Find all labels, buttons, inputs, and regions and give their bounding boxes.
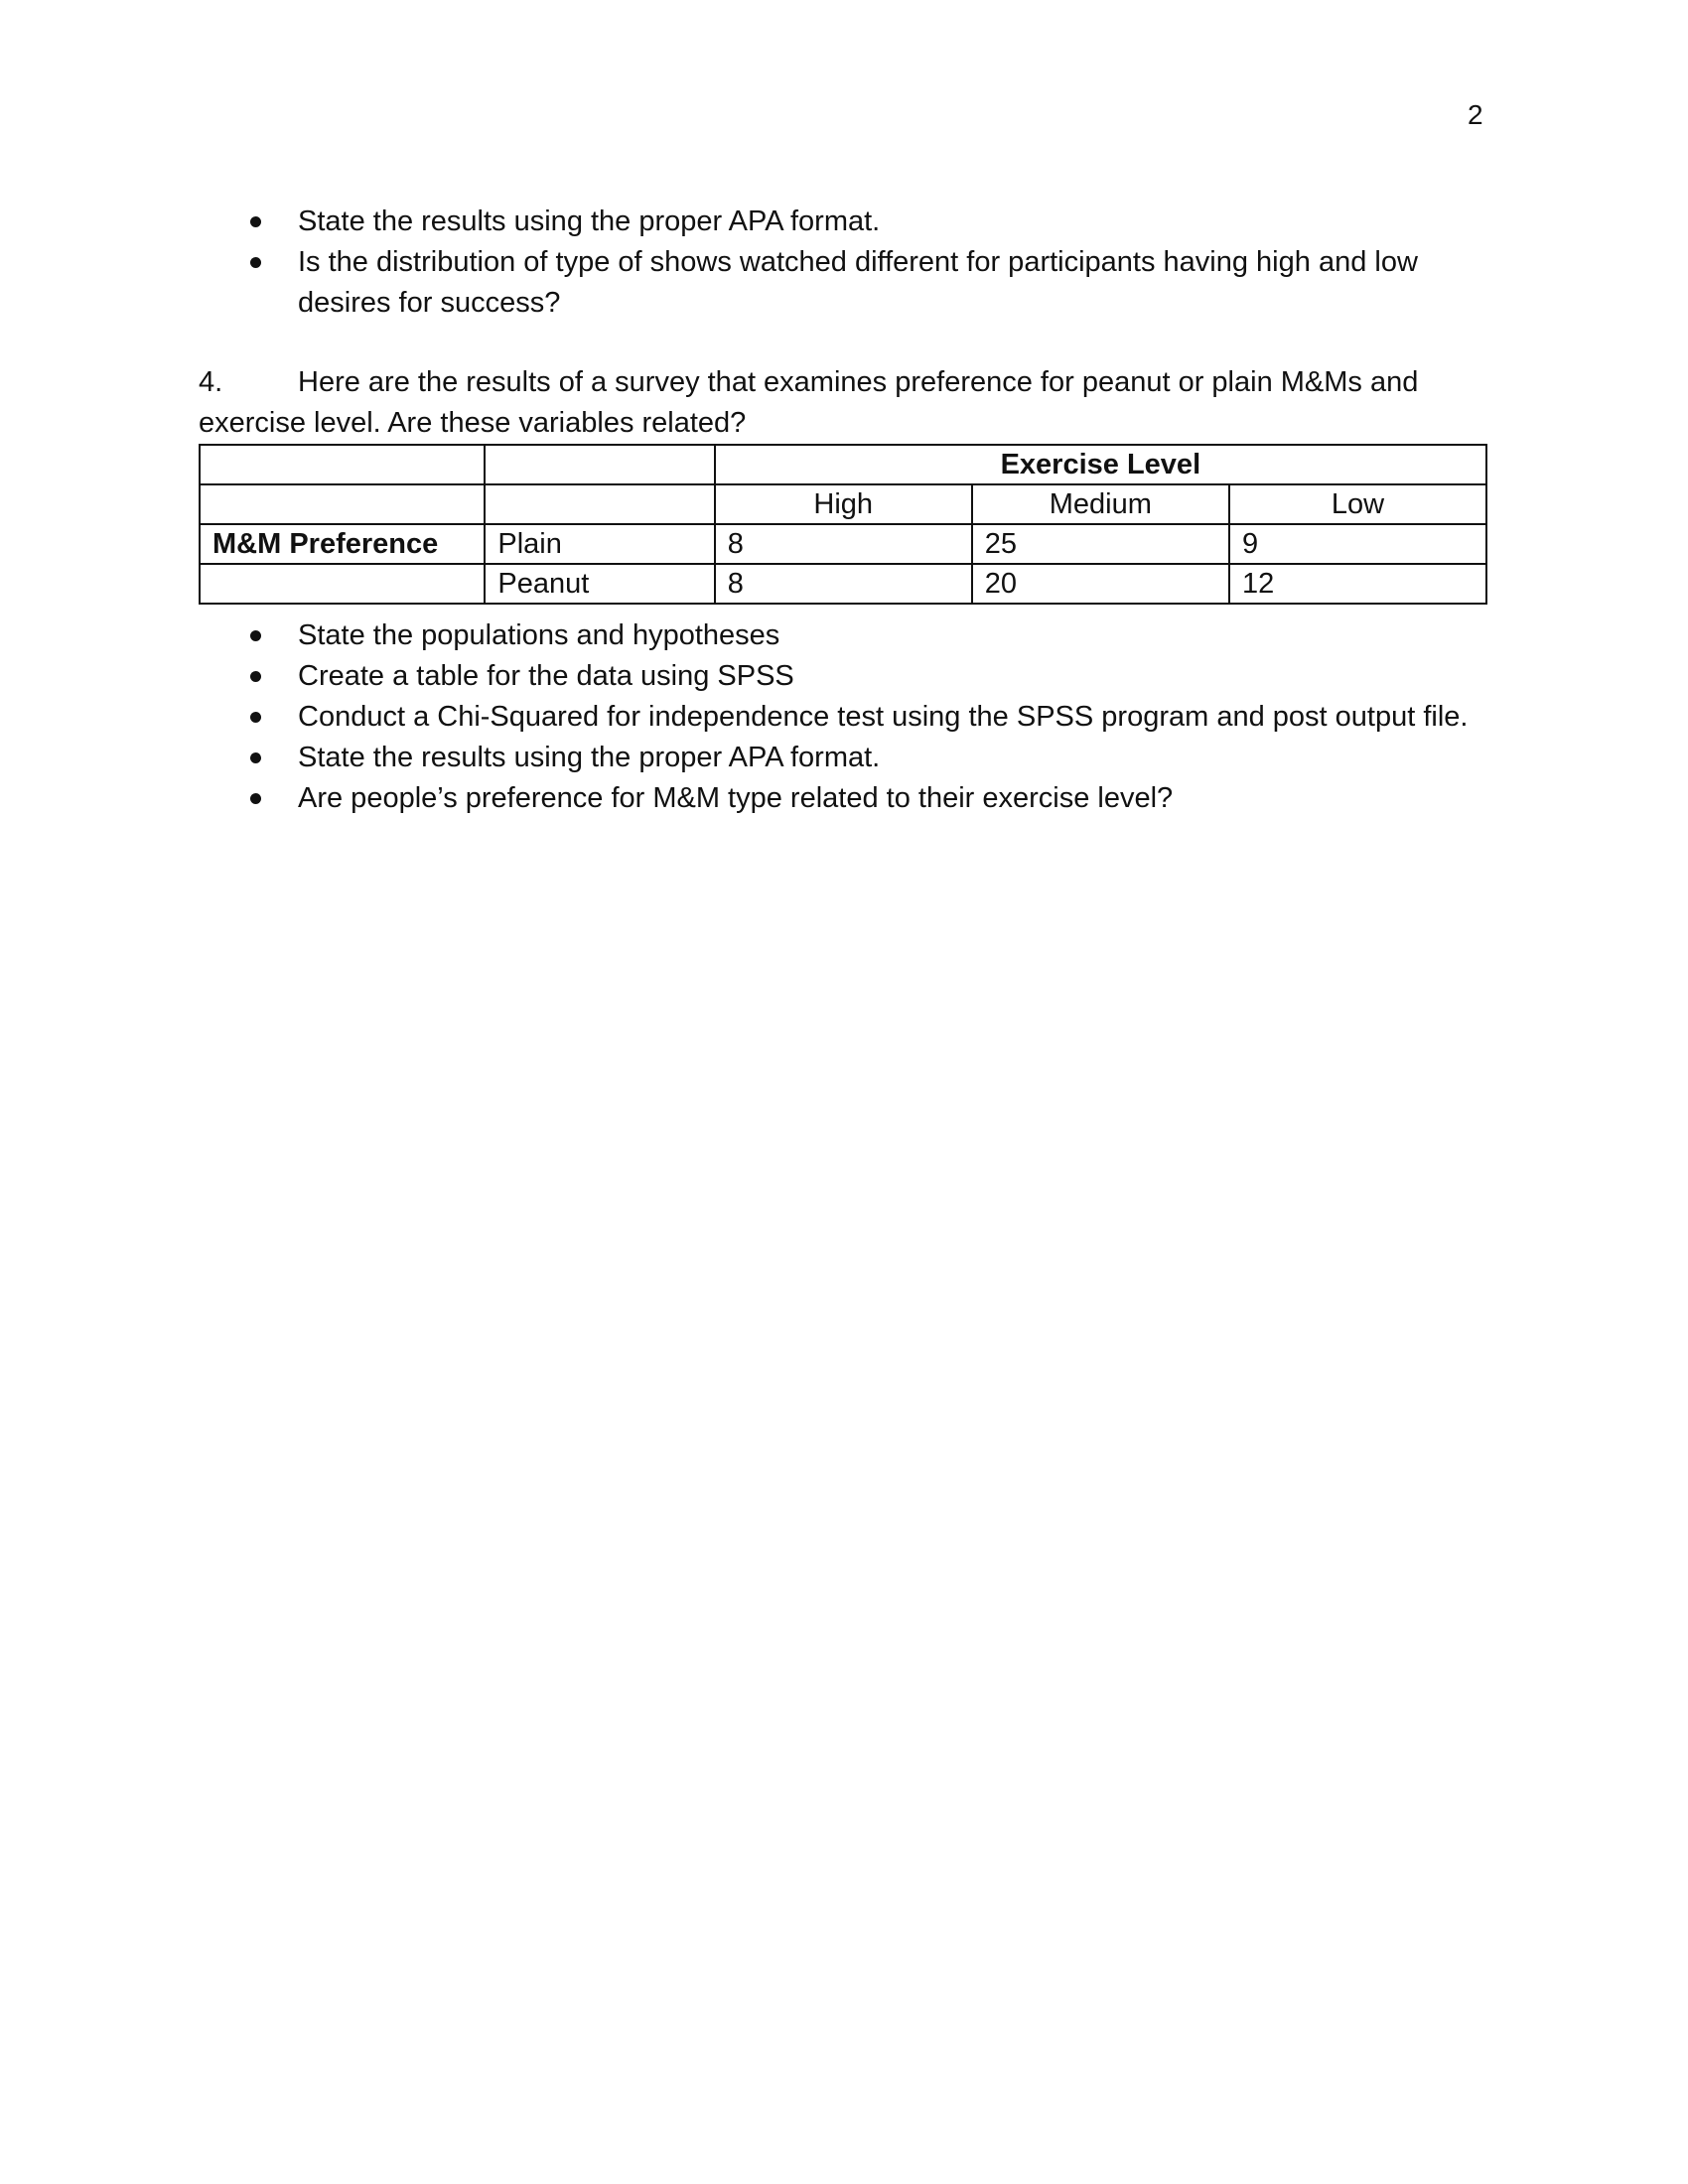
table-cell-empty [200, 484, 485, 524]
column-header-medium: Medium [972, 484, 1229, 524]
table-cell: 8 [715, 524, 972, 564]
column-header-low: Low [1229, 484, 1486, 524]
row-label-peanut: Peanut [485, 564, 714, 604]
question-4 [199, 362, 1489, 444]
table-cell-empty [200, 445, 485, 484]
question-number: 4. [199, 366, 223, 398]
column-group-header: Exercise Level [715, 445, 1486, 484]
bullet-icon [250, 257, 261, 268]
table-cell: 20 [972, 564, 1229, 604]
table-cell: 12 [1229, 564, 1486, 604]
bullet-icon [250, 752, 261, 763]
bullet-icon [250, 793, 261, 804]
row-label-plain: Plain [485, 524, 714, 564]
bullet-text: State the results using the proper APA format. [298, 205, 881, 237]
bullet-icon [250, 712, 261, 723]
bullet-icon [250, 630, 261, 641]
page-number: 2 [1468, 99, 1483, 130]
bullet-item [199, 656, 1489, 697]
table-header-row [200, 445, 1486, 484]
table-cell: 8 [715, 564, 972, 604]
bullet-item [199, 242, 1489, 324]
row-group-header: M&M Preference [200, 524, 485, 564]
table-cell-empty [485, 445, 714, 484]
question-text: Here are the results of a survey that examines preference for peanut or plain M&Ms and exercise level. Are these variables related? [199, 366, 1419, 439]
table-row [200, 524, 1486, 564]
bullet-text: Is the distribution of type of shows watched different for participants having high and low desires for success? [298, 246, 1418, 319]
bullet-text: Create a table for the data using SPSS [298, 660, 794, 692]
bullet-item [199, 697, 1489, 738]
bullet-icon [250, 671, 261, 682]
table-row [200, 564, 1486, 604]
bullet-text: Are people’s preference for M&M type related to their exercise level? [298, 782, 1174, 814]
bullet-item [199, 615, 1489, 656]
bullet-icon [250, 216, 261, 227]
table-header-row [200, 484, 1486, 524]
bullet-text: Conduct a Chi-Squared for independence test using the SPSS program and post output file. [298, 701, 1469, 733]
bullet-item [199, 778, 1489, 819]
table-cell: 25 [972, 524, 1229, 564]
bullet-item [199, 738, 1489, 778]
bullet-text: State the results using the proper APA format. [298, 742, 881, 773]
bottom-bullet-list [199, 615, 1489, 819]
column-header-high: High [715, 484, 972, 524]
table-cell-empty [200, 564, 485, 604]
top-bullet-list [199, 202, 1489, 324]
bullet-item [199, 202, 1489, 242]
table-cell: 9 [1229, 524, 1486, 564]
contingency-table [199, 444, 1487, 605]
bullet-text: State the populations and hypotheses [298, 619, 780, 651]
table-cell-empty [485, 484, 714, 524]
